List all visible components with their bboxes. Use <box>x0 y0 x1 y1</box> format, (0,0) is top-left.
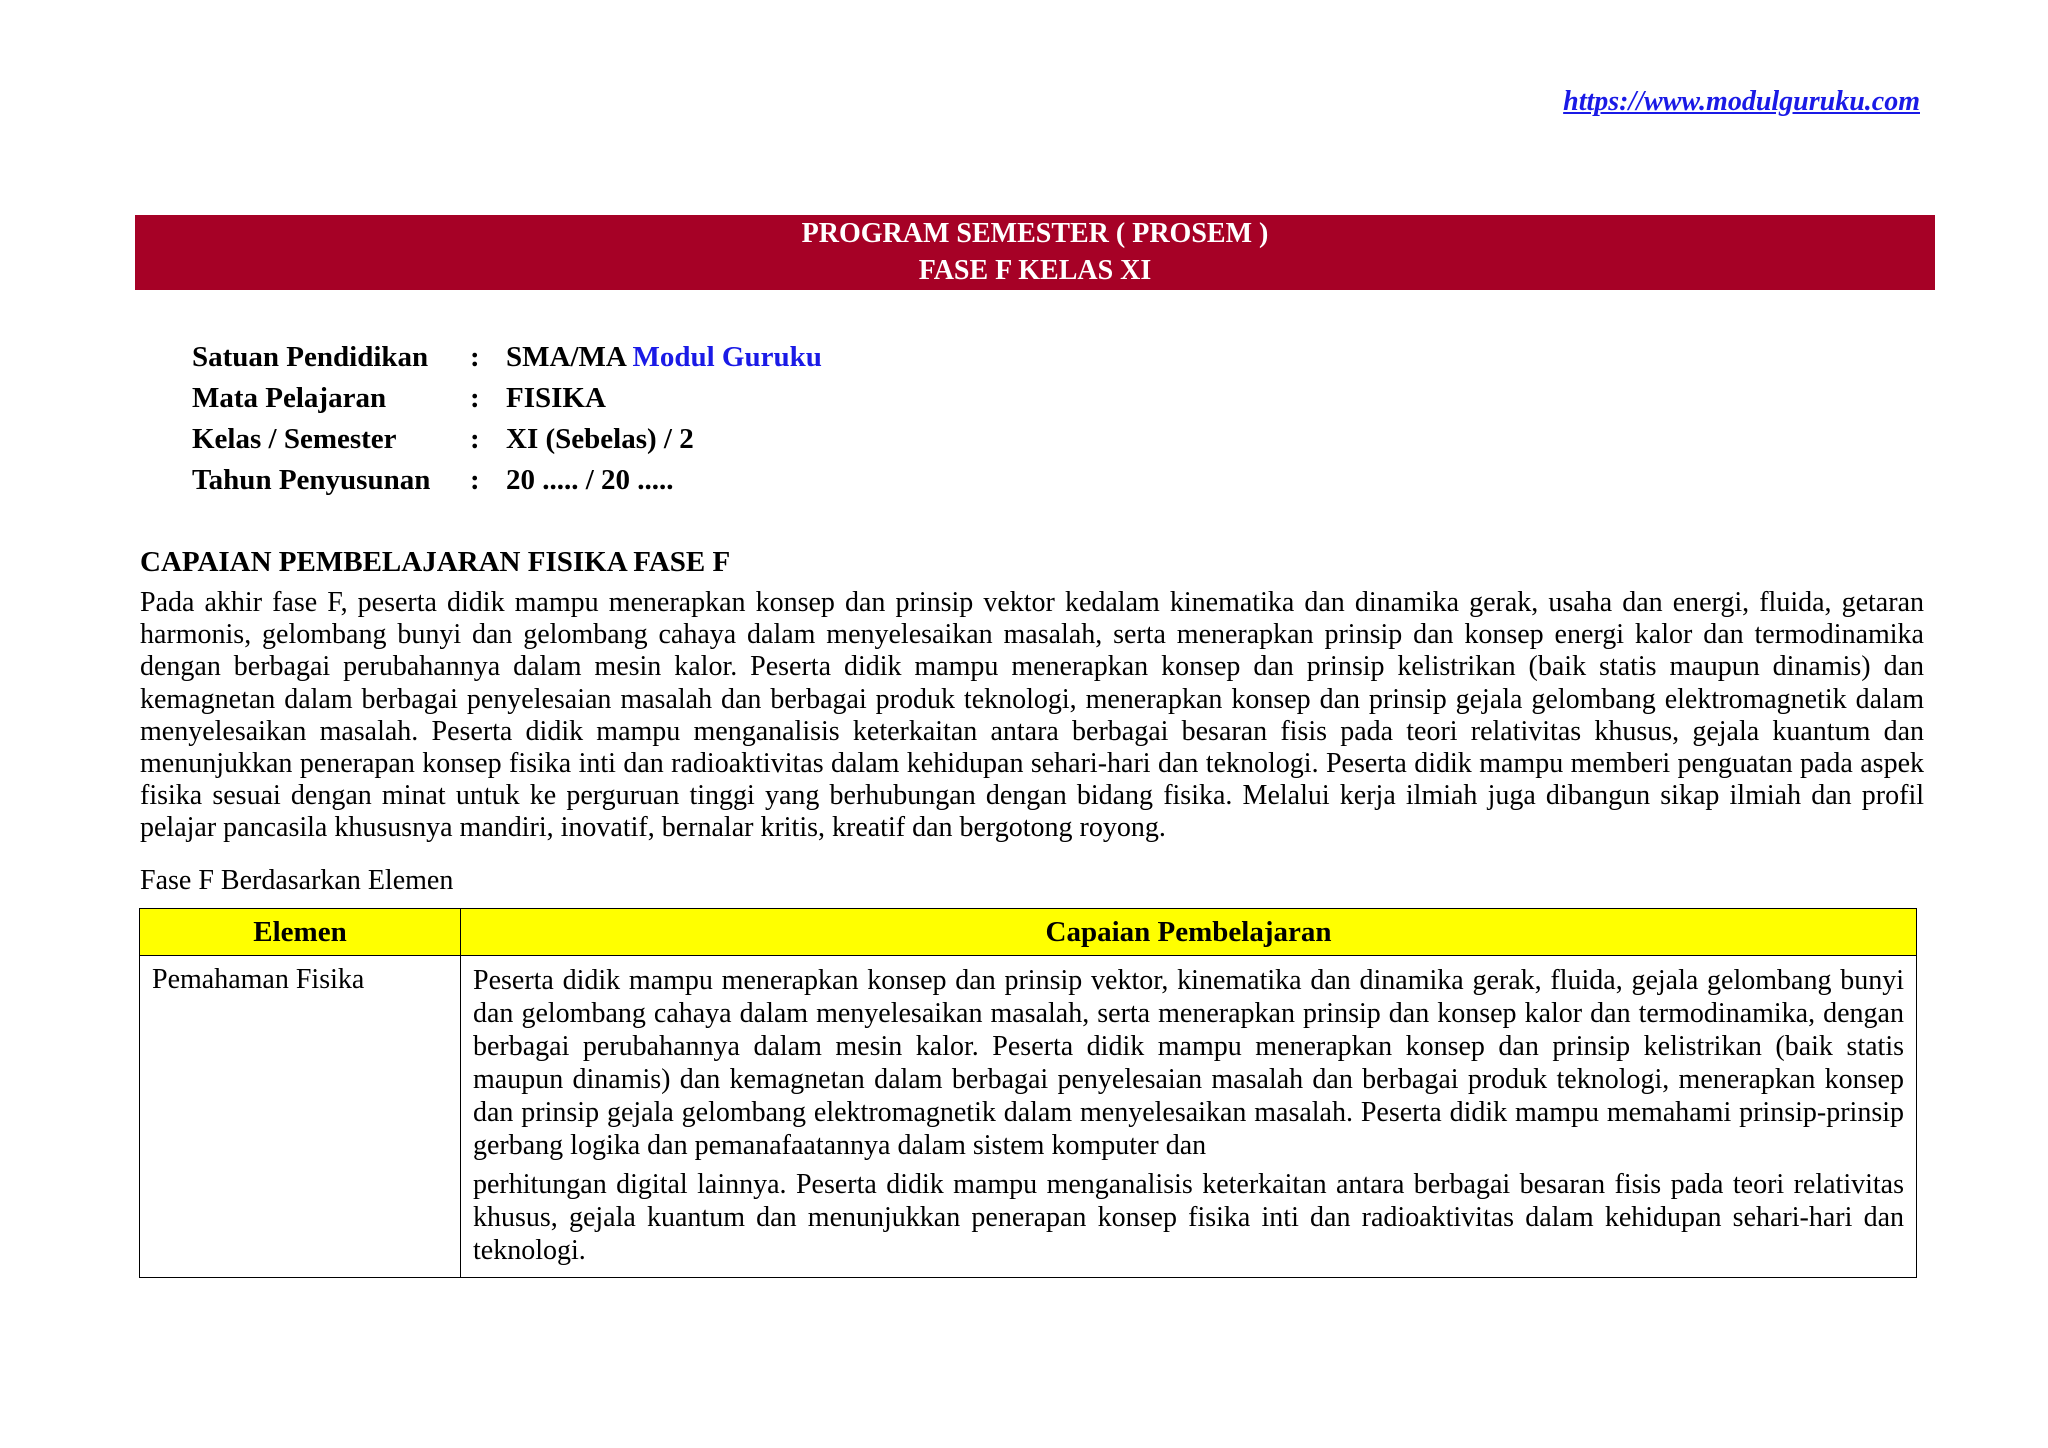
identity-value <box>506 337 822 378</box>
cell-elemen: Pemahaman Fisika <box>140 956 461 1278</box>
identity-label: Mata Pelajaran <box>192 382 387 414</box>
identity-separator: : <box>470 382 480 414</box>
identity-value: FISIKA <box>506 382 606 414</box>
document-subtitle: FASE F KELAS XI <box>918 255 1152 286</box>
header-elemen: Elemen <box>140 909 461 956</box>
header-capaian: Capaian Pembelajaran <box>461 909 1917 956</box>
fase-label: Fase F Berdasarkan Elemen <box>140 865 454 896</box>
identity-label: Kelas / Semester <box>192 423 397 455</box>
cell-capaian <box>461 956 1917 1278</box>
identity-table <box>192 337 822 501</box>
identity-separator: : <box>470 464 480 496</box>
capaian-text-part1: Peserta didik mampu menerapkan konsep dan prinsip vektor, kinematika dan dinamika gerak, fluida, gejala gelombang bunyi dan gelombang cahaya dalam menyelesaikan masalah, serta menerapkan prinsip dan konsep kalor dan termodinamika, dengan berbagai perubahannya dalam mesin kalor. Peserta didik mampu menerapkan konsep dan prinsip kelistrikan (baik statis maupun dinamis) dan kemagnetan dalam berbagai penyelesaian masalah dan berbagai produk teknologi, menerapkan konsep dan prinsip gejala gelombang elektromagnetik dalam menyelesaikan masalah. Peserta didik mampu memahami prinsip-prinsip gerbang logika dan pemanafaatannya dalam sistem komputer dan <box>473 965 1904 1161</box>
capaian-text-part2: perhitungan digital lainnya. Peserta didik mampu menganalisis keterkaitan antara berbagai besaran fisis pada teori relativitas khusus, gejala kuantum dan menunjukkan penerapan konsep fisika inti dan radioaktivitas dalam kehidupan sehari-hari dan teknologi. <box>473 1169 1904 1266</box>
identity-row-kelas <box>192 419 822 460</box>
identity-value: XI (Sebelas) / 2 <box>506 423 694 455</box>
identity-label: Tahun Penyusunan <box>192 464 431 496</box>
capaian-paragraph: Pada akhir fase F, peserta didik mampu menerapkan konsep dan prinsip vektor kedalam kinematika dan dinamika gerak, usaha dan energi, fluida, getaran harmonis, gelombang bunyi dan gelombang cahaya dalam menyelesaikan masalah, serta menerapkan prinsip dan konsep energi kalor dan termodinamika dengan berbagai perubahannya dalam mesin kalor. Peserta didik mampu menerapkan konsep dan prinsip kelistrikan (baik statis maupun dinamis) dan kemagnetan dalam berbagai penyelesaian masalah dan berbagai produk teknologi, menerapkan konsep dan prinsip gejala gelombang elektromagnetik dalam menyelesaikan masalah. Peserta didik mampu menganalisis keterkaitan antara berbagai besaran fisis pada teori relativitas khusus, gejala kuantum dan menunjukkan penerapan konsep fisika inti dan radioaktivitas dalam kehidupan sehari-hari dan teknologi. Peserta didik mampu memberi penguatan pada aspek fisika sesuai dengan minat untuk ke perguruan tinggi yang berhubungan dengan bidang fisika. Melalui kerja ilmiah juga dibangun sikap ilmiah dan profil pelajar pancasila khususnya mandiri, inovatif, bernalar kritis, kreatif dan bergotong royong. <box>140 587 1924 844</box>
section-heading: CAPAIAN PEMBELAJARAN FISIKA FASE F <box>140 546 731 578</box>
identity-label: Satuan Pendidikan <box>192 341 429 373</box>
identity-separator: : <box>470 341 480 373</box>
website-link[interactable]: https://www.modulguruku.com <box>1563 86 1920 117</box>
identity-separator: : <box>470 423 480 455</box>
document-title: PROGRAM SEMESTER ( PROSEM ) <box>801 218 1269 249</box>
title-banner <box>135 215 1935 290</box>
elemen-table <box>139 908 1917 1278</box>
identity-row-mapel <box>192 378 822 419</box>
table-row <box>140 956 1917 1278</box>
school-name: Modul Guruku <box>632 341 822 373</box>
identity-row-tahun <box>192 460 822 501</box>
identity-value-text: SMA/MA <box>506 341 633 373</box>
identity-row-satuan <box>192 337 822 378</box>
table-header-row <box>140 909 1917 956</box>
identity-value: 20 ..... / 20 ..... <box>506 464 674 496</box>
